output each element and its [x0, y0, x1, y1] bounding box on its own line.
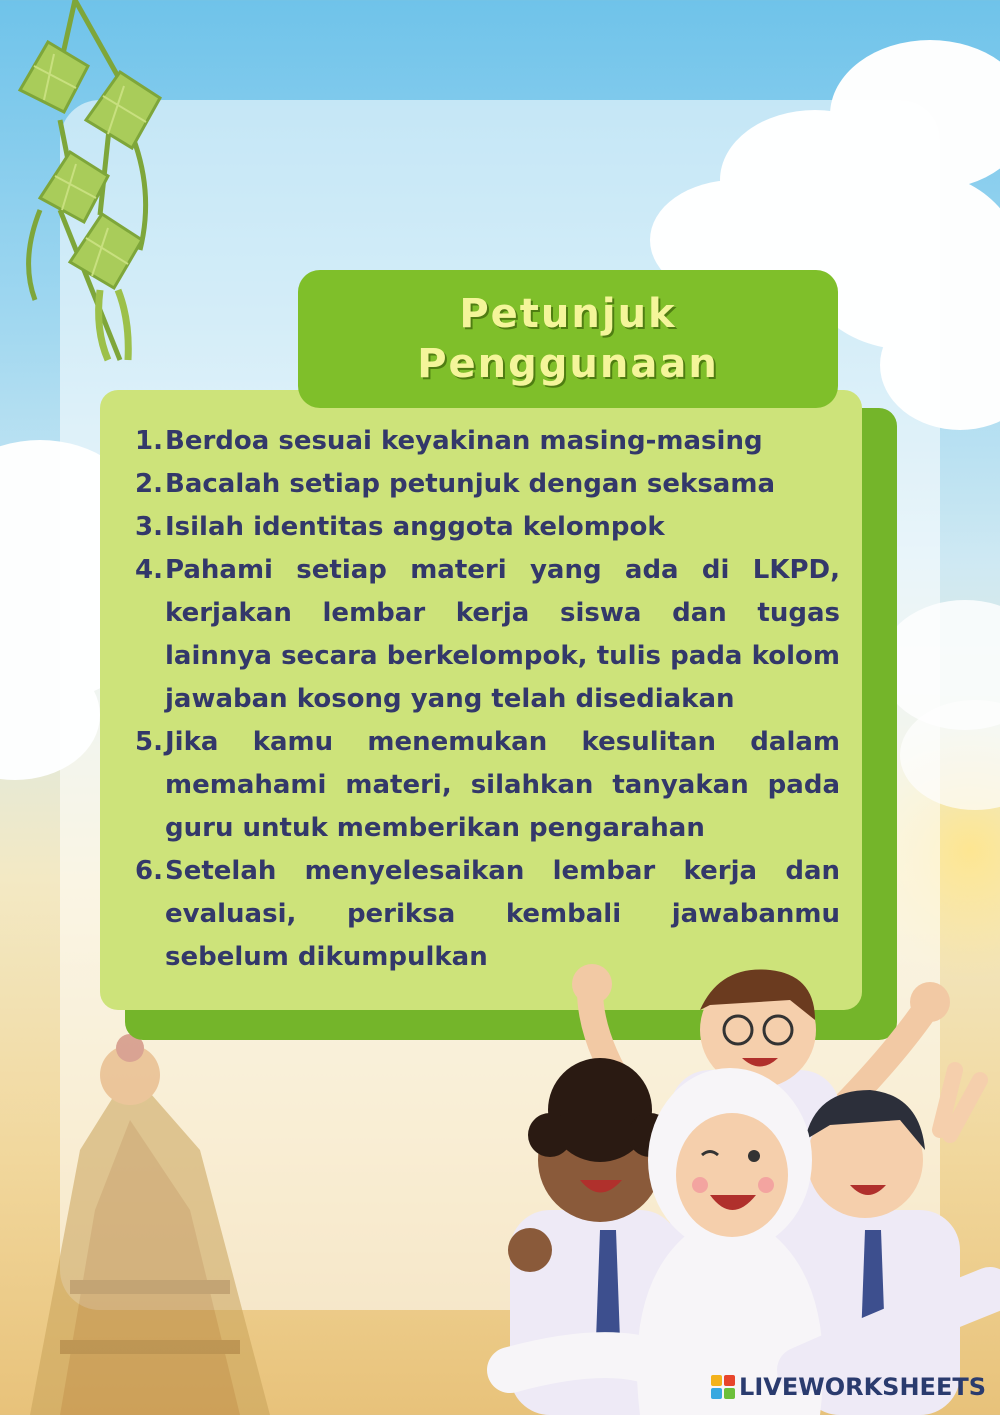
instruction-text: Bacalah setiap petunjuk dengan seksama — [165, 469, 775, 499]
tumpeng-illustration — [0, 1030, 300, 1415]
instruction-item — [135, 549, 840, 721]
liveworksheets-watermark — [711, 1373, 986, 1401]
instruction-text: Jika kamu menemukan kesulitan dalam memahami materi, silahkan tanyakan pada guru untuk memberikan pengarahan — [165, 727, 840, 843]
ketupat-decoration-icon — [0, 0, 175, 370]
instruction-item — [135, 721, 840, 850]
page-title-line-2: Penggunaan — [417, 341, 719, 387]
instruction-number: 3. — [135, 512, 163, 542]
instruction-item — [135, 420, 840, 463]
instructions-card — [100, 390, 862, 1010]
instruction-text: Pahami setiap materi yang ada di LKPD, kerjakan lembar kerja siswa dan tugas lainnya secara berkelompok, tulis pada kolom jawaban kosong yang telah disediakan — [165, 555, 840, 714]
instruction-text: Isilah identitas anggota kelompok — [165, 512, 665, 542]
instruction-number: 4. — [135, 555, 163, 585]
instruction-number: 6. — [135, 856, 163, 886]
page-title-line-1: Petunjuk — [459, 291, 677, 337]
instruction-item — [135, 463, 840, 506]
students-illustration — [470, 950, 1000, 1415]
instruction-number: 5. — [135, 727, 163, 757]
instruction-number: 2. — [135, 469, 163, 499]
watermark-text: LIVEWORKSHEETS — [739, 1373, 986, 1401]
instruction-number: 1. — [135, 426, 163, 456]
instruction-text: Setelah menyelesaikan lembar kerja dan evaluasi, periksa kembali jawabanmu sebelum dikumpulkan — [165, 856, 840, 972]
liveworksheets-logo-icon — [711, 1375, 735, 1399]
title-banner — [298, 270, 838, 408]
instruction-item — [135, 506, 840, 549]
instruction-text: Berdoa sesuai keyakinan masing-masing — [165, 426, 763, 456]
instructions-list — [135, 420, 840, 979]
